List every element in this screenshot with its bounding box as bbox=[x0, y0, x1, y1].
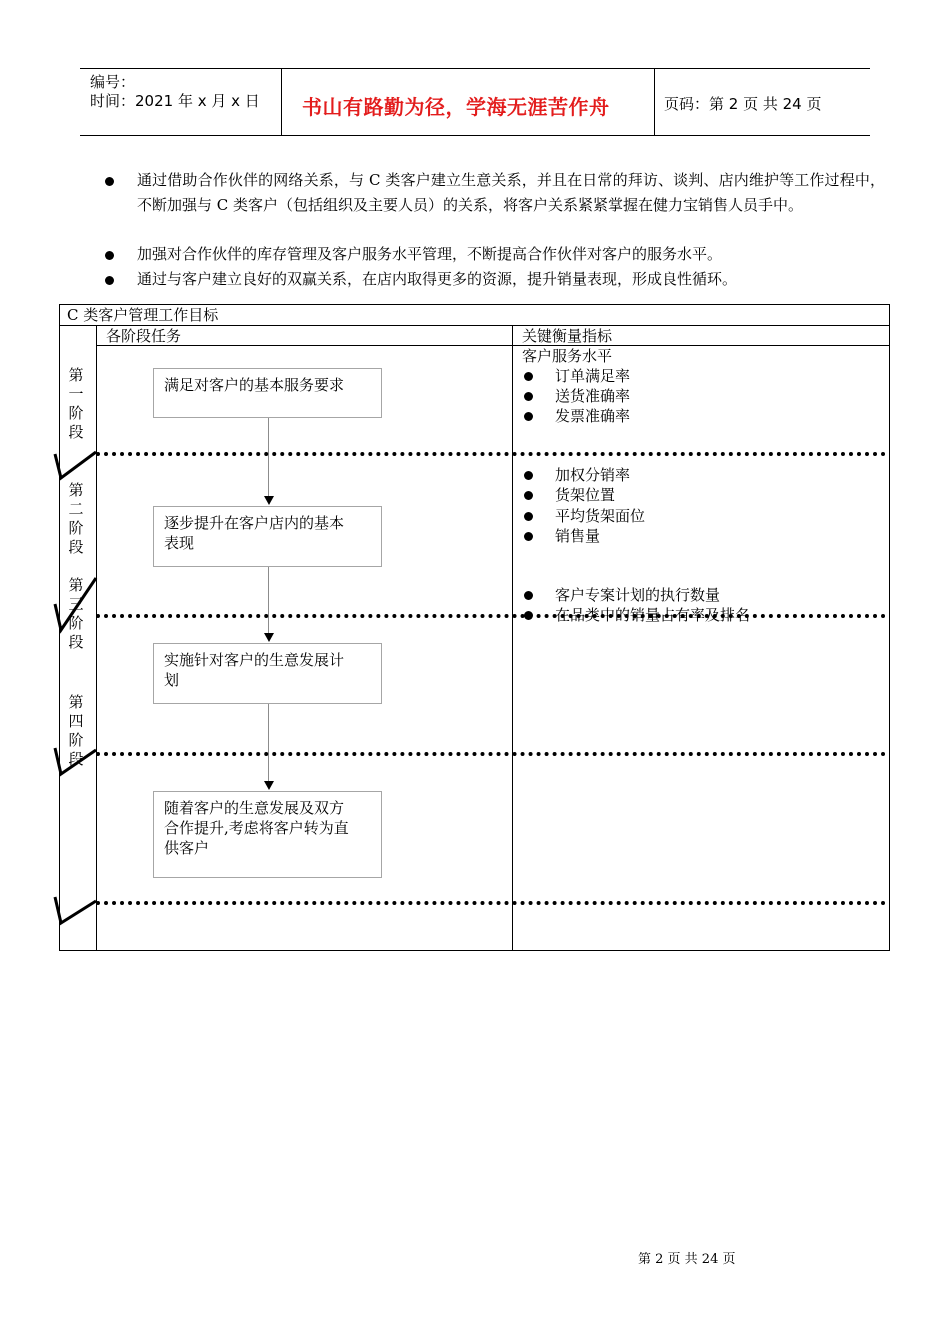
footer-page-number: 第 2 页 共 24 页 bbox=[638, 1252, 736, 1267]
task-box-stage-1: 满足对客户的基本服务要求 bbox=[153, 368, 382, 418]
stage-separator bbox=[96, 901, 886, 905]
metrics-heading-service: 客户服务水平 bbox=[522, 347, 613, 365]
stage-label-3: 第 三 阶 段 bbox=[68, 576, 84, 651]
header-top-rule bbox=[80, 68, 870, 69]
page-label: 页码：第 2 页 共 24 页 bbox=[664, 95, 822, 113]
bullet-dot-icon bbox=[524, 412, 533, 421]
metric-item: 货架位置 bbox=[524, 485, 615, 505]
checkmark-icon bbox=[52, 891, 100, 927]
table-title: C 类客户管理工作目标 bbox=[67, 306, 219, 324]
bullet-dot-icon bbox=[524, 392, 533, 401]
metric-item: 在品类中的销量占有率及排名 bbox=[524, 605, 750, 625]
metric-item: 客户专案计划的执行数量 bbox=[524, 585, 720, 605]
metric-item: 销售量 bbox=[524, 526, 600, 546]
table-border-right bbox=[889, 304, 890, 951]
bullet-dot-icon bbox=[524, 591, 533, 600]
metric-item: 订单满足率 bbox=[524, 366, 630, 386]
bullet-dot-icon bbox=[105, 177, 114, 186]
bullet-item bbox=[105, 267, 885, 292]
bullet-item bbox=[105, 168, 885, 218]
motto-text: 书山有路勤为径，学海无涯苦作舟 bbox=[302, 95, 610, 119]
flow-connector bbox=[268, 567, 269, 633]
flow-connector bbox=[268, 704, 269, 781]
header-bottom-rule bbox=[80, 135, 870, 136]
task-box-stage-3: 实施针对客户的生意发展计 划 bbox=[153, 643, 382, 704]
bullet-dot-icon bbox=[524, 372, 533, 381]
column-header-metrics: 关键衡量指标 bbox=[522, 327, 613, 345]
bullet-dot-icon bbox=[524, 512, 533, 521]
serial-label: 编号： bbox=[90, 73, 136, 91]
bullet-dot-icon bbox=[524, 491, 533, 500]
bullet-text: 加强对合作伙伴的库存管理及客户服务水平管理，不断提高合作伙伴对客户的服务水平。 bbox=[137, 245, 723, 263]
metric-item: 送货准确率 bbox=[524, 386, 630, 406]
metric-item: 平均货架面位 bbox=[524, 506, 645, 526]
arrow-down-icon bbox=[264, 633, 274, 642]
bullet-dot-icon bbox=[524, 532, 533, 541]
task-box-stage-2: 逐步提升在客户店内的基本 表现 bbox=[153, 506, 382, 567]
stage-label-2: 第 二 阶 段 bbox=[68, 481, 84, 556]
stage-separator bbox=[96, 614, 886, 618]
stage-separator bbox=[96, 452, 886, 456]
bullet-dot-icon bbox=[524, 471, 533, 480]
stage-label-1: 第 一 阶 段 bbox=[68, 366, 84, 441]
table-metrics-column-rule bbox=[512, 325, 513, 950]
arrow-down-icon bbox=[264, 781, 274, 790]
stage-separator bbox=[96, 752, 886, 756]
table-title-rule bbox=[59, 325, 890, 326]
table-stage-column-rule bbox=[96, 325, 97, 950]
metric-item: 加权分销率 bbox=[524, 465, 630, 485]
bullet-item bbox=[105, 242, 885, 267]
bullet-text: 通过借助合作伙伴的网络关系，与 C 类客户建立生意关系，并且在日常的拜访、谈判、店内维护等工作过程中，不断加强与 C 类客户（包括组织及主要人员）的关系，将客户关系紧紧掌握在健力宝销售人员手中。 bbox=[137, 171, 885, 214]
arrow-down-icon bbox=[264, 496, 274, 505]
task-box-stage-4: 随着客户的生意发展及双方 合作提升,考虑将客户转为直 供客户 bbox=[153, 791, 382, 878]
header-divider-1 bbox=[281, 68, 282, 136]
bullet-dot-icon bbox=[105, 276, 114, 285]
time-label: 时间：2021 年 x 月 x 日 bbox=[90, 92, 260, 110]
bullet-dot-icon bbox=[105, 251, 114, 260]
checkmark-icon bbox=[52, 574, 100, 634]
column-header-tasks: 各阶段任务 bbox=[106, 327, 182, 345]
stage-label-4: 第 四 阶 段 bbox=[68, 693, 84, 768]
header-divider-2 bbox=[654, 68, 655, 136]
table-border-bottom bbox=[59, 950, 890, 951]
checkmark-icon bbox=[52, 742, 100, 778]
metric-item: 发票准确率 bbox=[524, 406, 630, 426]
flow-connector bbox=[268, 418, 269, 496]
table-header-rule bbox=[96, 345, 890, 346]
checkmark-icon bbox=[52, 448, 100, 482]
bullet-text: 通过与客户建立良好的双赢关系，在店内取得更多的资源，提升销量表现，形成良性循环。 bbox=[137, 270, 738, 288]
